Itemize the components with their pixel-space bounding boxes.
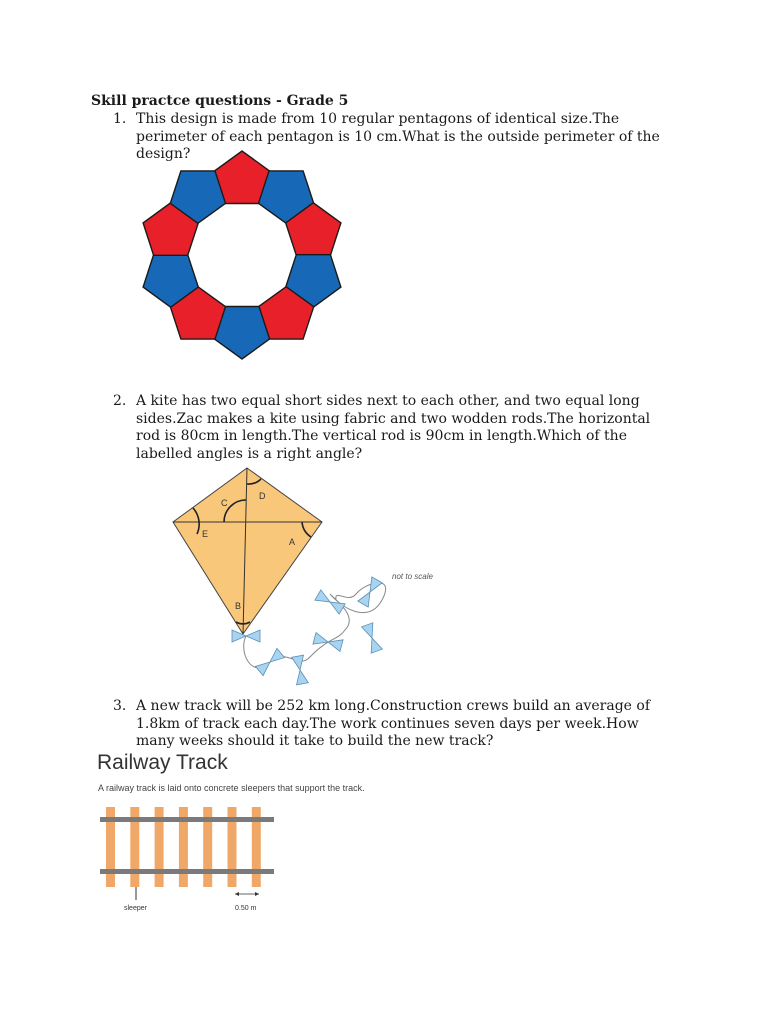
pentagon-ring-figure (140, 145, 345, 365)
tail-bow (292, 655, 309, 685)
tail-bow (315, 590, 345, 614)
page-title: Skill practce questions - Grade 5 (91, 93, 349, 109)
question-1-text: This design is made from 10 regular pentagons of identical size.The perimeter of each pentagon is 10 cm.What is the outside perimeter of the design? (136, 111, 660, 162)
kite-shape (173, 468, 322, 634)
spacing-arrow-right-head (255, 892, 259, 896)
tail-bow (255, 648, 284, 675)
question-3-number: 3. (113, 698, 127, 714)
tail-bow (232, 630, 260, 642)
angle-label-a: A (289, 537, 296, 547)
question-2-text: A kite has two equal short sides next to each other, and two equal long sides.Zac makes a kite using fabric and two wodden rods.The horizontal rod is 80cm in length.The vertical rod is 90cm in length.Which of the labelled angles is a right angle? (136, 393, 651, 462)
angle-label-c: C (221, 498, 228, 508)
not-to-scale-note: not to scale (392, 572, 433, 581)
question-3-text: A new track will be 252 km long.Construction crews build an average of 1.8km of track each day.The work continues seven days per week.How many weeks should it take to build the new track? (136, 698, 651, 749)
spacing-label: 0.50 m (235, 905, 257, 912)
angle-label-d: D (259, 491, 266, 501)
spacing-arrow-left-head (235, 892, 239, 896)
rail-top (100, 817, 274, 822)
railway-track-figure (98, 800, 288, 915)
question-2-number: 2. (113, 393, 127, 409)
sleeper-label: sleeper (124, 905, 147, 912)
tail-bow (358, 577, 382, 607)
tail-bow (362, 623, 383, 653)
kite-figure (160, 462, 450, 692)
question-1-number: 1. (113, 111, 127, 127)
rail-bottom (100, 869, 274, 874)
railway-subtitle: A railway track is laid onto concrete sleepers that support the track. (98, 783, 365, 793)
railway-title: Railway Track (97, 751, 228, 774)
angle-label-b: B (235, 601, 242, 611)
angle-label-e: E (202, 529, 209, 539)
